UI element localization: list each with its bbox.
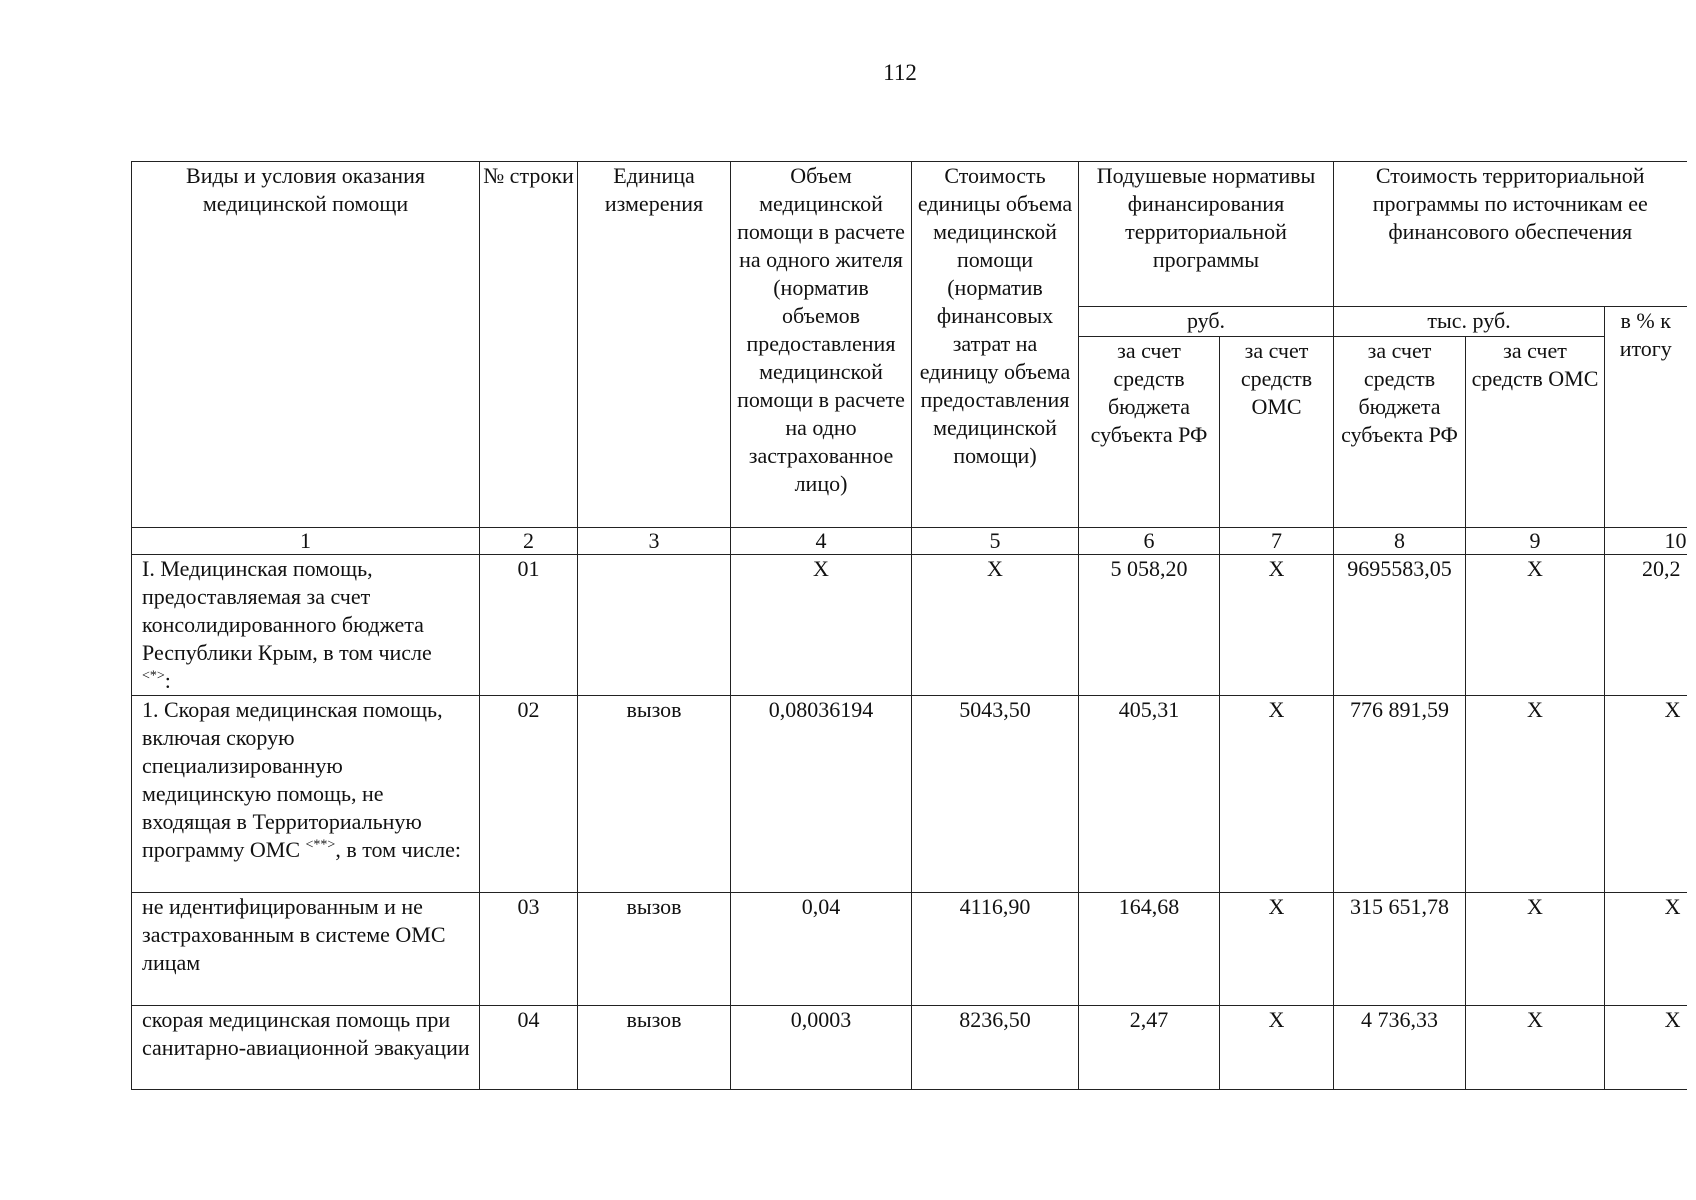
row-oms-rub: X — [1220, 893, 1334, 1006]
row-volume: X — [731, 555, 912, 696]
row-unit: вызов — [578, 1006, 731, 1090]
table-row — [132, 1006, 1687, 1090]
row-number: 03 — [480, 893, 578, 1006]
row-cost: 5043,50 — [912, 696, 1079, 893]
column-number: 10 — [1605, 528, 1687, 555]
header-program-cost-group: Стоимость территориальной программы по источникам ее финансового обеспечения — [1334, 162, 1687, 307]
row-oms-thousand: X — [1466, 893, 1605, 1006]
header-row-number: № строки — [480, 162, 578, 528]
row-oms-thousand: X — [1466, 1006, 1605, 1090]
column-number: 6 — [1079, 528, 1220, 555]
row-volume: 0,0003 — [731, 1006, 912, 1090]
row-unit: вызов — [578, 696, 731, 893]
row-number: 02 — [480, 696, 578, 893]
header-budget-thousand: за счет средств бюджета субъекта РФ — [1334, 337, 1466, 528]
row-cost: 4116,90 — [912, 893, 1079, 1006]
row-oms-thousand: X — [1466, 696, 1605, 893]
row-budget-thousand: 9695583,05 — [1334, 555, 1466, 696]
row-number: 01 — [480, 555, 578, 696]
column-number: 3 — [578, 528, 731, 555]
header-percent: в % к итогу — [1605, 307, 1687, 528]
header-service-type: Виды и условия оказания медицинской помощи — [132, 162, 480, 528]
column-number: 7 — [1220, 528, 1334, 555]
row-percent: X — [1605, 696, 1687, 893]
row-volume: 0,08036194 — [731, 696, 912, 893]
header-unit: Единица измерения — [578, 162, 731, 528]
row-unit: вызов — [578, 893, 731, 1006]
header-oms-rub: за счет средств ОМС — [1220, 337, 1334, 528]
row-budget-thousand: 776 891,59 — [1334, 696, 1466, 893]
row-name: 1. Скорая медицинская помощь, включая скорую специализированную медицинскую помощь, не входящая в Территориальную программу ОМС <**>, в том числе: — [132, 696, 480, 893]
header-rub: руб. — [1079, 307, 1334, 337]
row-name: I. Медицинская помощь, предоставляемая за счет консолидированного бюджета Республики Крым, в том числе <*>: — [132, 555, 480, 696]
row-oms-rub: X — [1220, 696, 1334, 893]
row-cost: 8236,50 — [912, 1006, 1079, 1090]
column-number: 5 — [912, 528, 1079, 555]
table-row — [132, 893, 1687, 1006]
row-budget-thousand: 4 736,33 — [1334, 1006, 1466, 1090]
row-percent: X — [1605, 1006, 1687, 1090]
column-number: 9 — [1466, 528, 1605, 555]
row-percent: 20,2 — [1605, 555, 1687, 696]
row-volume: 0,04 — [731, 893, 912, 1006]
row-budget-rub: 164,68 — [1079, 893, 1220, 1006]
header-per-capita-group: Подушевые нормативы финансирования территориальной программы — [1079, 162, 1334, 307]
row-name: не идентифицированным и не застрахованным в системе ОМС лицам — [132, 893, 480, 1006]
financing-table — [131, 161, 1687, 1090]
header-volume: Объем медицинской помощи в расчете на одного жителя (норматив объемов предоставления медицинской помощи в расчете на одно застрахованное лицо) — [731, 162, 912, 528]
row-cost: X — [912, 555, 1079, 696]
table-row — [132, 696, 1687, 893]
row-percent: X — [1605, 893, 1687, 1006]
header-thousand-rub: тыс. руб. — [1334, 307, 1605, 337]
row-number: 04 — [480, 1006, 578, 1090]
row-oms-thousand: X — [1466, 555, 1605, 696]
column-numbers-row — [132, 528, 1687, 555]
table-row — [132, 555, 1687, 696]
column-number: 4 — [731, 528, 912, 555]
column-number: 1 — [132, 528, 480, 555]
header-row-1 — [132, 162, 1687, 307]
header-unit-cost: Стоимость единицы объема медицинской помощи (норматив финансовых затрат на единицу объема предоставления медицинской помощи) — [912, 162, 1079, 528]
row-budget-rub: 405,31 — [1079, 696, 1220, 893]
row-budget-rub: 2,47 — [1079, 1006, 1220, 1090]
row-budget-rub: 5 058,20 — [1079, 555, 1220, 696]
row-name: скорая медицинская помощь при санитарно-авиационной эвакуации — [132, 1006, 480, 1090]
row-oms-rub: X — [1220, 555, 1334, 696]
header-budget-rub: за счет средств бюджета субъекта РФ — [1079, 337, 1220, 528]
row-unit — [578, 555, 731, 696]
row-oms-rub: X — [1220, 1006, 1334, 1090]
column-number: 8 — [1334, 528, 1466, 555]
row-budget-thousand: 315 651,78 — [1334, 893, 1466, 1006]
column-number: 2 — [480, 528, 578, 555]
page-number: 112 — [883, 60, 917, 85]
header-oms-thousand: за счет средств ОМС — [1466, 337, 1605, 528]
